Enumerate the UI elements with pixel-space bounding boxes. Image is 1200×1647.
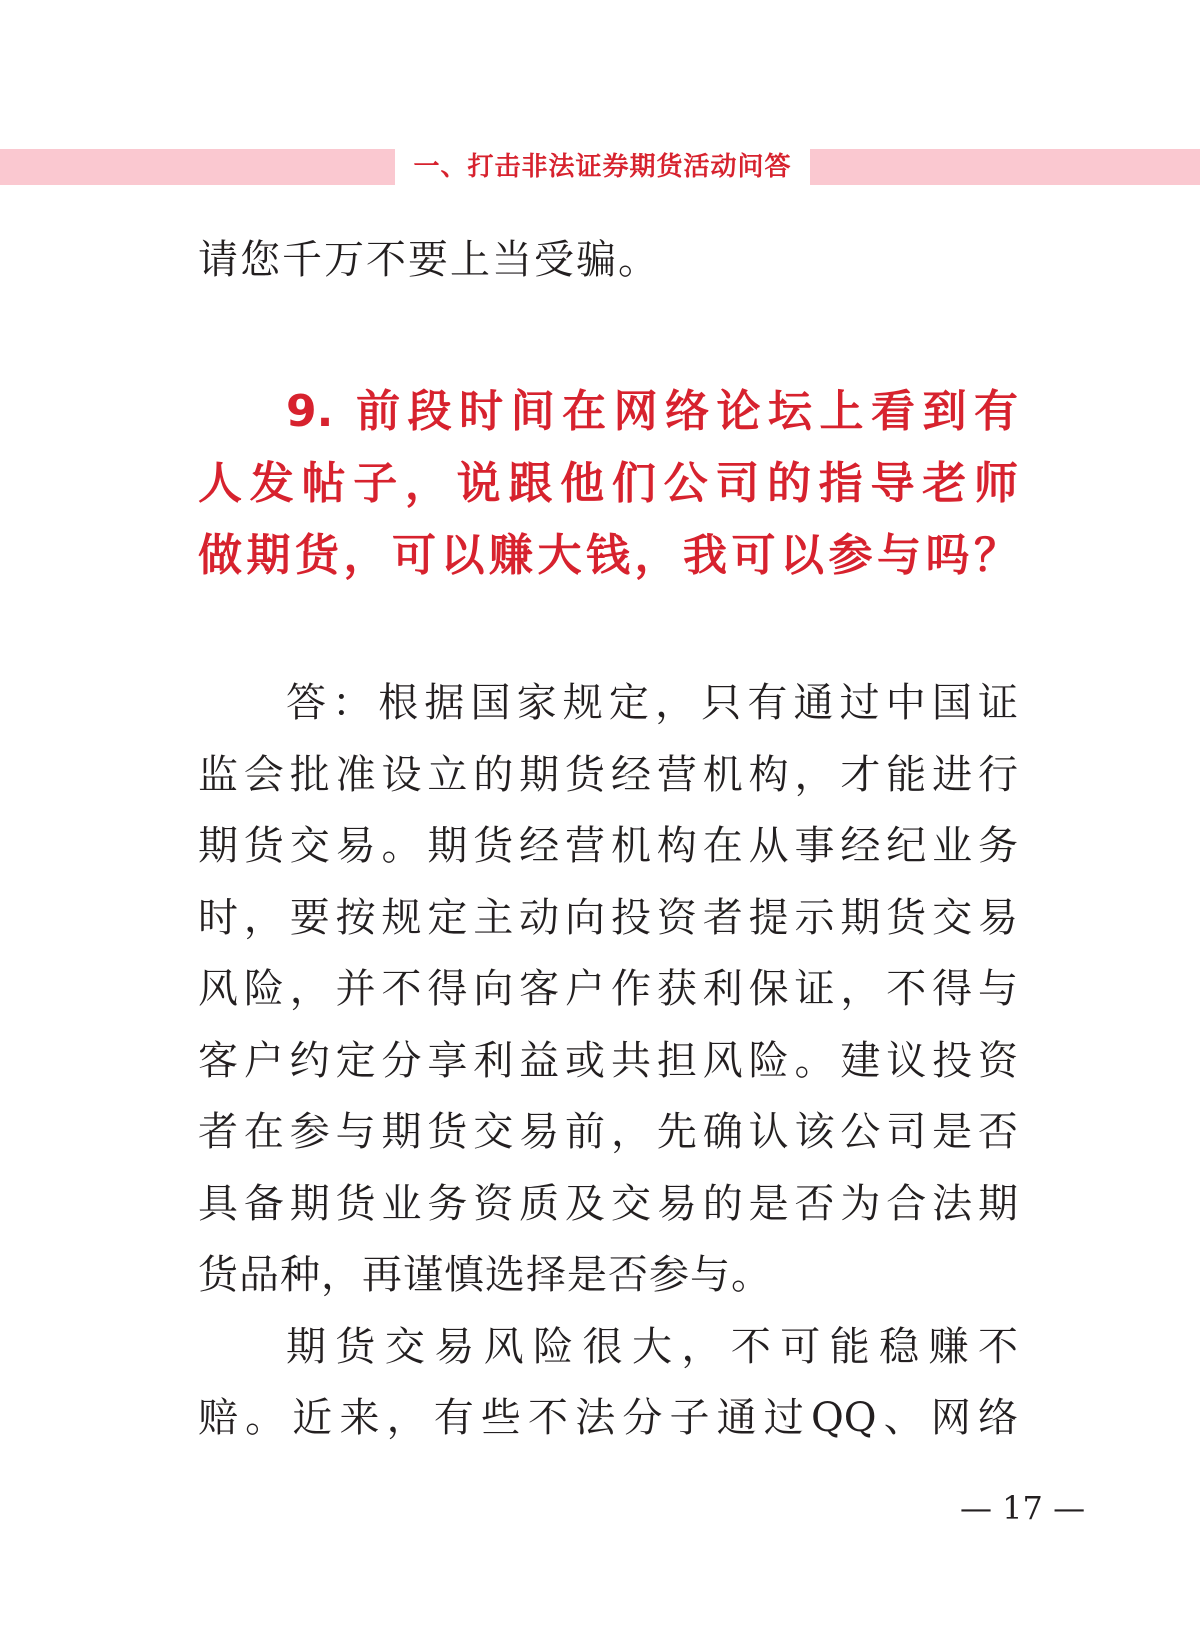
answer-p1-line-4: 时，要按规定主动向投资者提示期货交易	[198, 894, 1018, 941]
answer-p1-line-9: 货品种，再谨慎选择是否参与。	[198, 1252, 772, 1298]
answer-p1-line-2: 监会批准设立的期货经营机构，才能进行	[198, 751, 1018, 798]
answer-body	[198, 668, 1018, 1455]
answer-p1-line-3: 期货交易。期货经营机构在从事经纪业务	[198, 823, 1018, 869]
answer-p1-line-1: 答：根据国家规定，只有通过中国证	[286, 680, 1018, 726]
question-line-2: 人发帖子，说跟他们公司的指导老师	[198, 458, 1018, 509]
answer-p2-line-2: 赔。近来，有些不法分子通过QQ、网络	[198, 1395, 1018, 1441]
question-heading	[198, 376, 1018, 592]
answer-p1-line-7: 者在参与期货交易前，先确认该公司是否	[198, 1109, 1018, 1155]
answer-p1-line-8: 具备期货业务资质及交易的是否为合法期	[198, 1180, 1018, 1227]
lead-sentence: 请您千万不要上当受骗。	[198, 237, 660, 283]
answer-p1-line-5: 风险，并不得向客户作获利保证，不得与	[198, 966, 1018, 1012]
section-title: 一、打击非法证券期货活动问答	[395, 149, 810, 185]
answer-p1-line-6: 客户约定分享利益或共担风险。建议投资	[198, 1037, 1018, 1084]
answer-p2-line-1: 期货交易风险很大，不可能稳赚不	[286, 1323, 1018, 1370]
question-line-1: 9. 前段时间在网络论坛上看到有	[286, 386, 1018, 437]
question-line-3: 做期货，可以赚大钱，我可以参与吗？	[198, 530, 1018, 581]
page-number: — 17 —	[960, 1489, 1086, 1527]
